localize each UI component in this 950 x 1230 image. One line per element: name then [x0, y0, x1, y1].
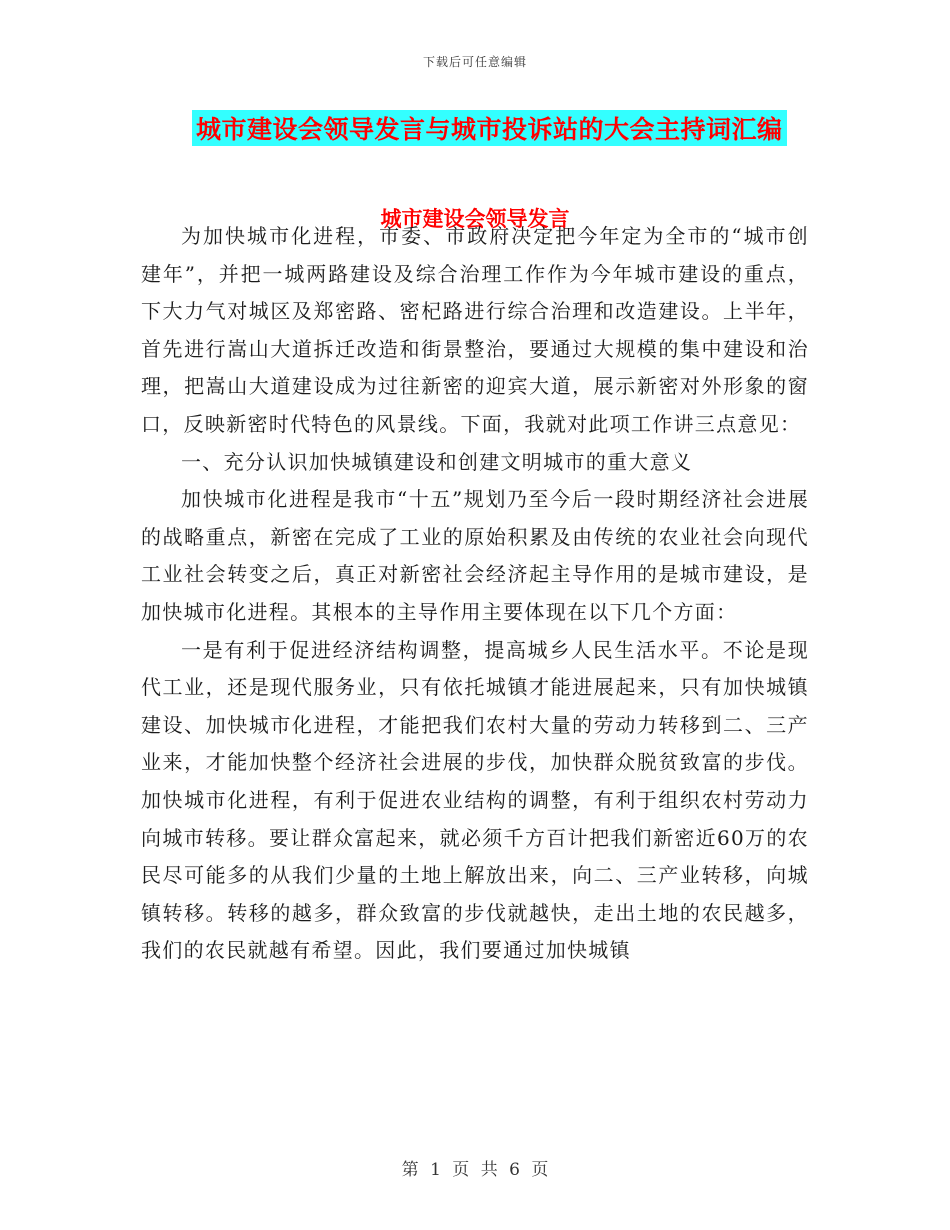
document-body: [141, 218, 809, 970]
section-title: 城市建设会领导发言: [380, 206, 570, 231]
page-number: 第 1 页 共 6 页: [401, 1160, 549, 1180]
document-title: 城市建设会领导发言与城市投诉站的大会主持词汇编: [196, 115, 783, 144]
main-title-highlight: [192, 110, 787, 146]
paragraph: 一是有利于促进经济结构调整，提高城乡人民生活水平。不论是现代工业，还是现代服务业，只有依托城镇才能进展起来，只有加快城镇建设、加快城市化进程，才能把我们农村大量的劳动力转移到二、三产业来，才能加快整个经济社会进展的步伐，加快群众脱贫致富的步伐。加快城市化进程，有利于促进农业结构的调整，有利于组织农村劳动力向城市转移。要让群众富起来，就必须千方百计把我们新密近60万的农民尽可能多的从我们少量的土地上解放出来，向二、三产业转移，向城镇转移。转移的越多，群众致富的步伐就越快，走出土地的农民越多，我们的农民就越有希望。因此，我们要通过加快城镇: [141, 637, 809, 963]
paragraph: 为加快城市化进程，市委、市政府决定把今年定为全市的“城市创建年”，并把一城两路建设及综合治理工作作为今年城市建设的重点，下大力气对城区及郑密路、密杞路进行综合治理和改造建设。上半年，首先进行嵩山大道拆迁改造和街景整治，要通过大规模的集中建设和治理，把嵩山大道建设成为过往新密的迎宾大道，展示新密对外形象的窗口，反映新密时代特色的风景线。下面，我就对此项工作讲三点意见：: [141, 224, 809, 436]
paragraph: 加快城市化进程是我市“十五”规划乃至今后一段时期经济社会进展的战略重点，新密在完成了工业的原始积累及由传统的农业社会向现代工业社会转变之后，真正对新密社会经济起主导作用的是城市建设，是加快城市化进程。其根本的主导作用主要体现在以下几个方面：: [141, 487, 809, 624]
paragraph-heading: 一、充分认识加快城镇建设和创建文明城市的重大意义: [181, 449, 693, 474]
header-note: 下载后可任意编辑: [422, 55, 527, 69]
